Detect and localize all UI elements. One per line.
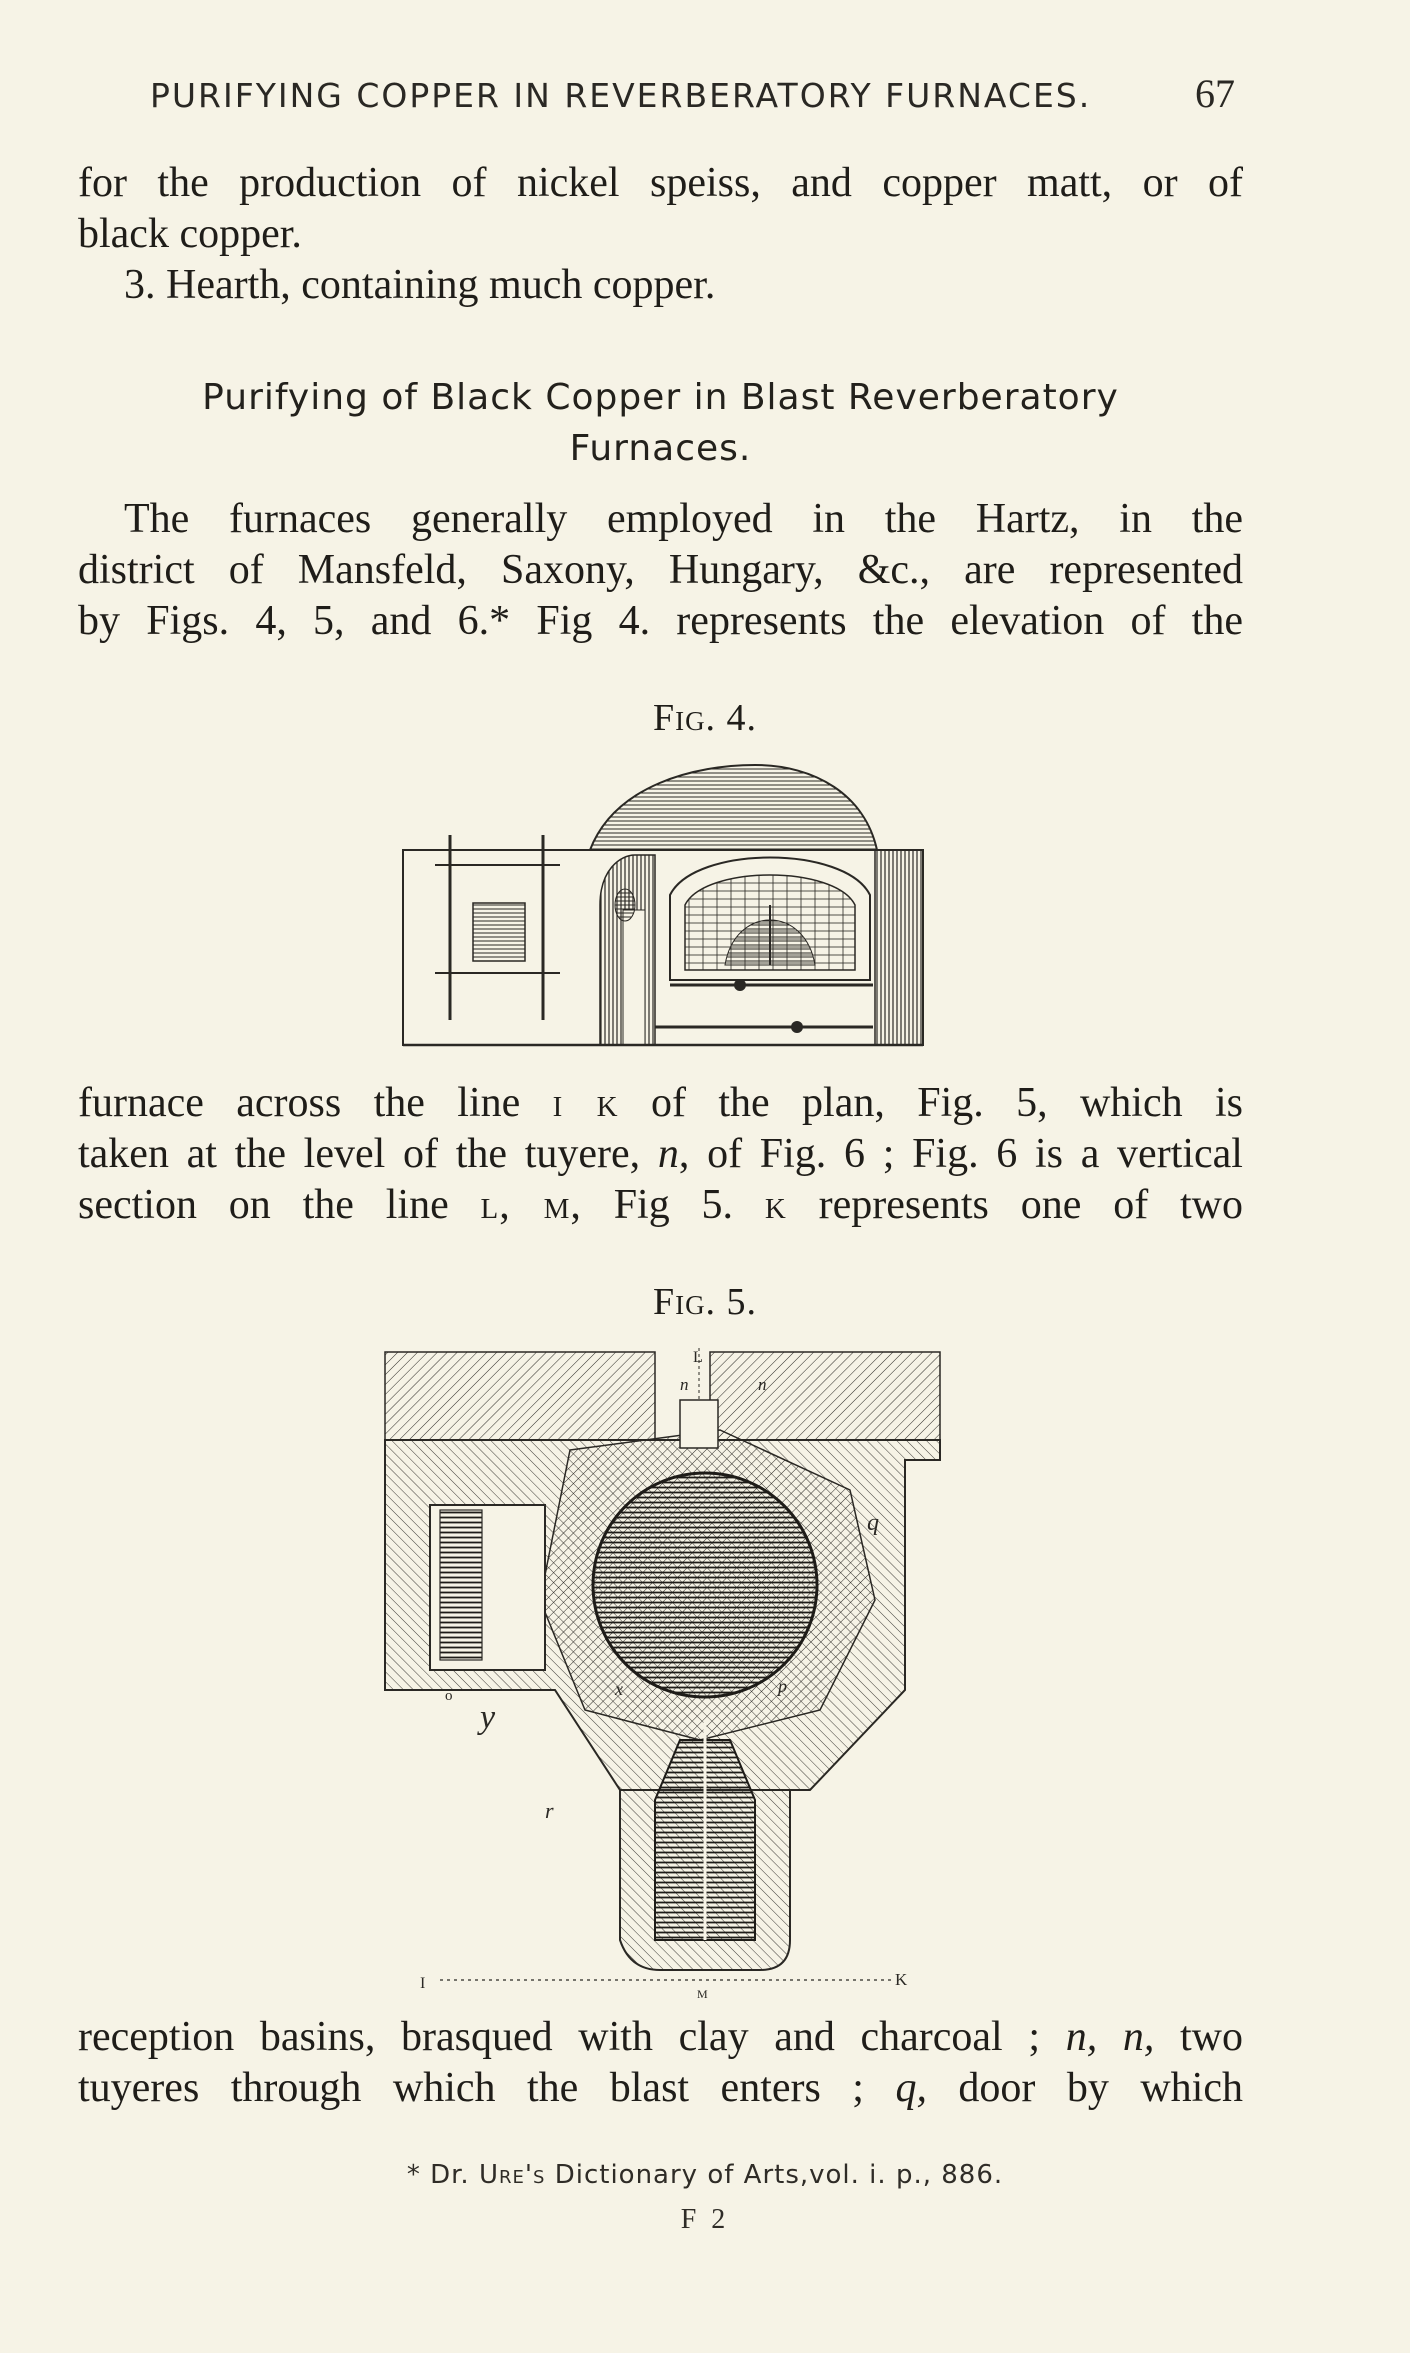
footnote-text: Dictionary of Arts,vol. i. p., 886. [545,2160,1004,2190]
door-label-q: q, [895,2065,927,2111]
text-run: door by which [926,2065,1243,2111]
text-line [78,2063,1243,2114]
text-run: Fig 5. [581,1182,765,1228]
paragraph-basins [78,2012,1243,2114]
footnote-marker: * [406,2160,421,2190]
label-i: I [420,1975,426,1992]
text-run: , of Fig. 6 ; Fig. 6 is a vertical [678,1131,1243,1177]
list-item-hearth: 3. Hearth, containing much copper. [124,262,716,308]
section-heading [78,372,1243,474]
label-l: L [693,1349,703,1366]
text-run: two [1154,2014,1244,2060]
label-o: o [445,1688,453,1704]
figure-4-furnace-elevation [395,755,935,1055]
line-label-lm: l, m, [480,1182,582,1228]
figure-5-furnace-plan [380,1340,950,2000]
label-r: r [545,1798,554,1823]
text-line [78,1078,1243,1129]
footnote [0,2160,1410,2190]
heading-line: Furnaces. [569,428,752,469]
paragraph-figure-explanation [78,1078,1243,1231]
label-n-left: n [680,1375,689,1394]
tuyere-label-n: n [657,1131,679,1177]
label-x: x [615,1679,623,1699]
page-number: 67 [1195,71,1235,116]
text-line [78,2012,1243,2063]
label-k: K [895,1970,908,1989]
text-run: of the plan, Fig. 5, which is [618,1080,1244,1126]
footnote-text: Dr. [420,2160,479,2190]
line-label-ik: i k [552,1080,619,1126]
text-line [78,1180,1243,1231]
text-line: black copper. [78,211,302,257]
label-n-right: n [758,1375,767,1394]
text-run: furnace across the line [78,1080,553,1126]
figure-5-caption: Fig. 5. [652,1281,758,1323]
text-run: reception basins, brasqued with clay and charcoal ; [78,2014,1066,2060]
running-head [150,70,1235,130]
paragraph-intro [78,158,1243,311]
text-run: section on the line [78,1182,481,1228]
text-run: taken at the level of the tuyere, [78,1131,658,1177]
text-line: district of Mansfeld, Saxony, Hungary, &c., are represented [78,547,1243,593]
text-line: by Figs. 4, 5, and 6.* Fig 4. represents the elevation of the [78,598,1243,644]
text-run: represents one of two [786,1182,1243,1228]
label-y: y [480,1699,496,1736]
label-q: q [867,1510,879,1536]
text-line: for the production of nickel speiss, and copper matt, or of [78,160,1243,206]
text-line [78,1129,1243,1180]
tuyere-labels-nn: n, n, [1065,2014,1155,2060]
heading-line: Purifying of Black Copper in Blast Reverberatory [202,377,1119,418]
label-p: p [778,1676,787,1696]
basin-label-k: k [764,1182,787,1228]
paragraph-furnaces [78,494,1243,647]
text-line: The furnaces generally employed in the Hartz, in the [124,496,1243,542]
label-m: M [697,1987,708,2000]
running-title: PURIFYING COPPER IN REVERBERATORY FURNACES. [150,76,1092,115]
signature-mark: F 2 [680,2204,730,2235]
figure-4-caption: Fig. 4. [652,697,758,739]
footnote-author: Ure's [478,2160,546,2190]
text-run: tuyeres through which the blast enters ; [78,2065,896,2111]
